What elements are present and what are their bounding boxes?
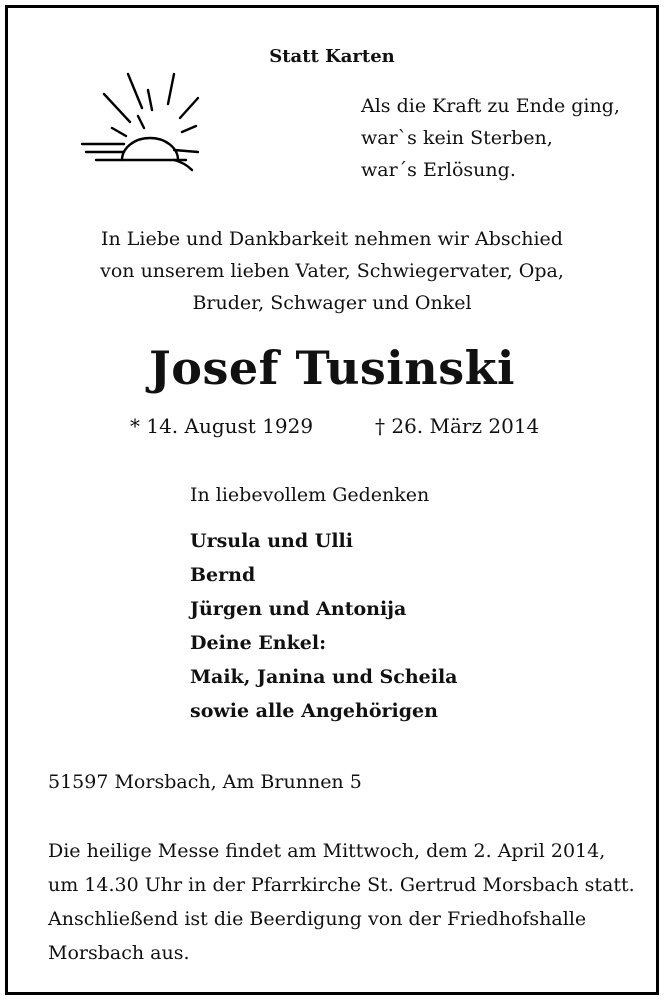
intro-line: In Liebe und Dankbarkeit nehmen wir Abschied bbox=[101, 228, 563, 250]
mourner-item: sowie alle Angehörigen bbox=[190, 700, 438, 722]
address: 51597 Morsbach, Am Brunnen 5 bbox=[48, 771, 362, 793]
service-info bbox=[48, 834, 635, 970]
service-line: Die heilige Messe findet am Mittwoch, dem 2. April 2014, bbox=[48, 840, 606, 862]
mourner-item: Bernd bbox=[190, 564, 256, 586]
death-date: † 26. März 2014 bbox=[375, 414, 540, 438]
mourner-item: Deine Enkel: bbox=[190, 632, 327, 654]
birth-date: * 14. August 1929 bbox=[130, 414, 314, 438]
poem-line: Als die Kraft zu Ende ging, bbox=[361, 95, 620, 117]
mourners-list bbox=[190, 524, 458, 728]
mourner-item: Jürgen und Antonija bbox=[190, 598, 407, 620]
service-line: um 14.30 Uhr in der Pfarrkirche St. Gertrud Morsbach statt. bbox=[48, 874, 635, 896]
header-title: Statt Karten bbox=[269, 46, 395, 67]
poem-line: war`s kein Sterben, bbox=[361, 127, 553, 149]
mourner-item: Maik, Janina und Scheila bbox=[190, 666, 458, 688]
poem bbox=[361, 90, 620, 186]
mourner-item: Ursula und Ulli bbox=[190, 530, 353, 552]
service-line: Anschließend ist die Beerdigung von der Friedhofshalle bbox=[48, 908, 587, 930]
service-line: Morsbach aus. bbox=[48, 942, 190, 964]
memory-line: In liebevollem Gedenken bbox=[190, 484, 430, 506]
intro-line: Bruder, Schwager und Onkel bbox=[192, 292, 472, 314]
sunset-icon bbox=[74, 70, 202, 180]
poem-line: war´s Erlösung. bbox=[361, 159, 516, 181]
intro-text bbox=[0, 223, 664, 319]
deceased-name: Josef Tusinski bbox=[149, 341, 515, 395]
intro-line: von unserem lieben Vater, Schwiegervater, Opa, bbox=[100, 260, 564, 282]
